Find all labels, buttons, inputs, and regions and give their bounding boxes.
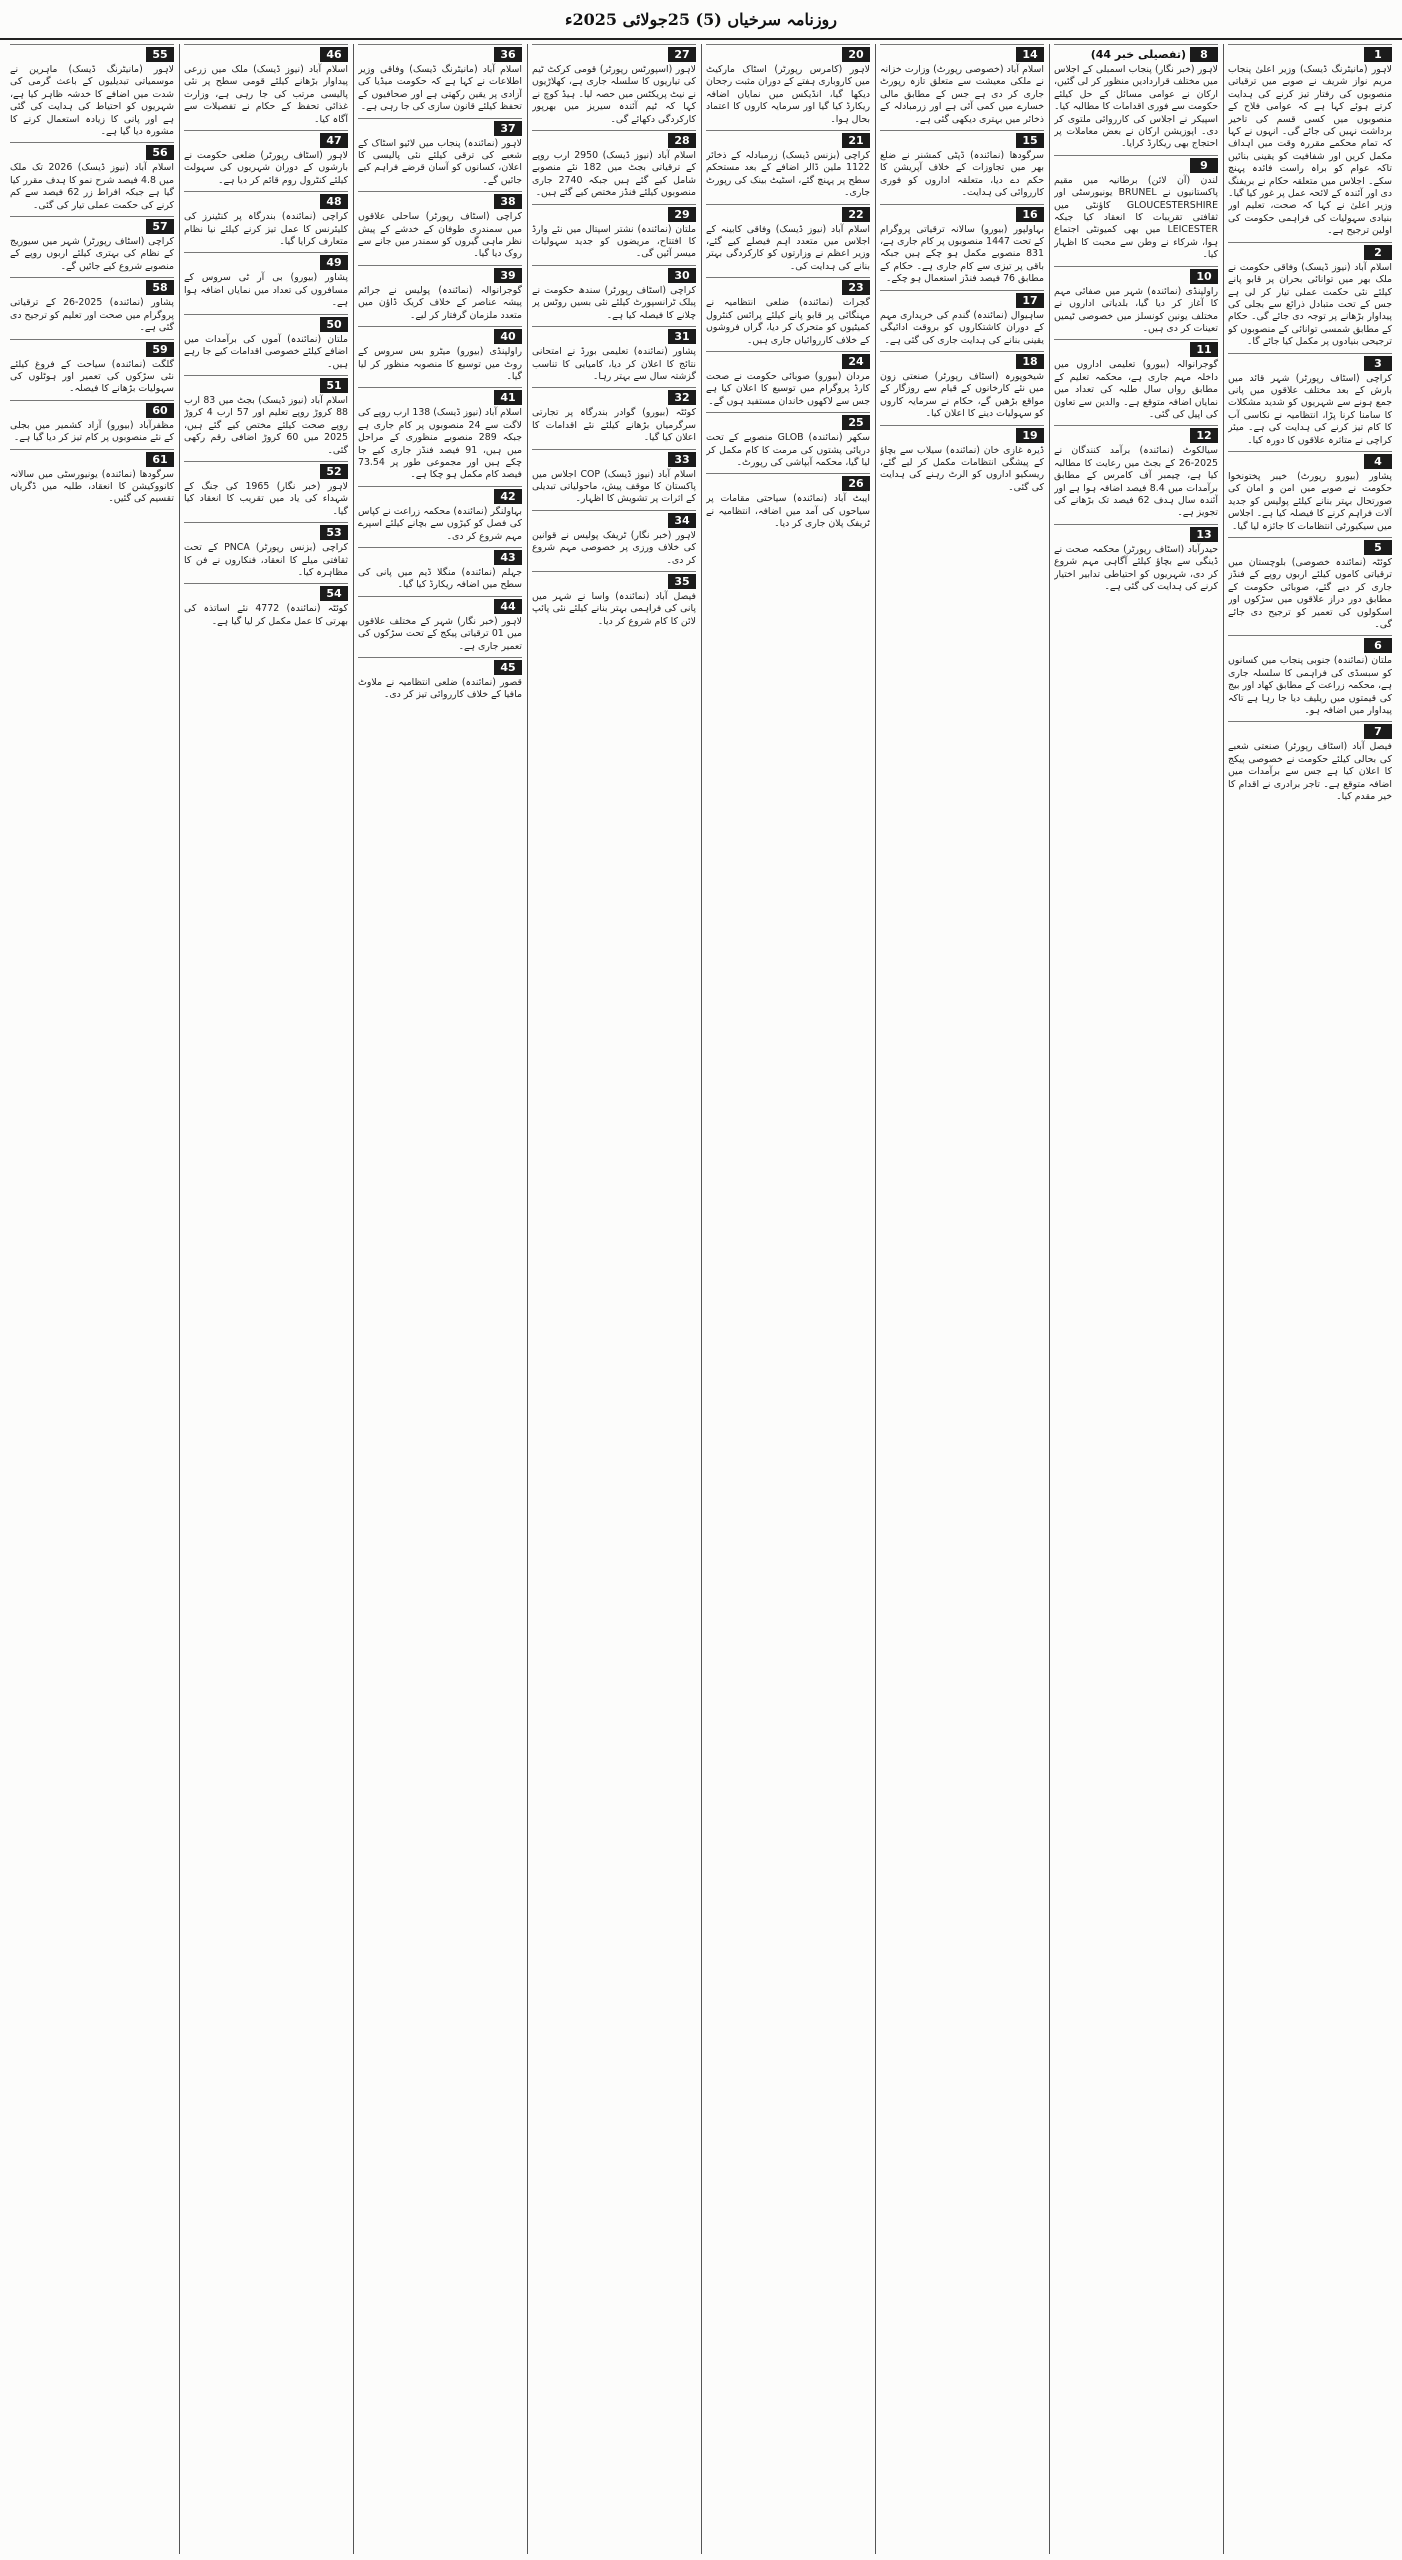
news-item-header (10, 216, 174, 234)
news-item (532, 204, 696, 261)
news-body: اسلام آباد (نیوز ڈیسک) COP اجلاس میں پاکستان کا موقف پیش، ماحولیاتی تبدیلی کے اثرات پر تشویش کا اظہار۔ (532, 468, 696, 505)
news-item (358, 118, 522, 188)
news-number-badge: 35 (668, 574, 696, 589)
news-item-header (532, 130, 696, 148)
news-item-header (358, 326, 522, 344)
news-body: سرگودھا (نمائندہ) ڈپٹی کمشنر نے ضلع بھر میں تجاوزات کے خلاف آپریشن کا حکم دے دیا، متعلقہ اداروں کو فوری کارروائی کی ہدایت۔ (880, 150, 1044, 199)
news-item-header (706, 204, 870, 222)
news-item (532, 387, 696, 444)
news-number-badge: 7 (1364, 724, 1392, 739)
news-item (1228, 451, 1392, 533)
column-divider (1049, 44, 1050, 2554)
news-item-header (706, 351, 870, 369)
news-item (184, 375, 348, 457)
news-item (358, 547, 522, 592)
news-item (1054, 44, 1218, 151)
news-item-header (1228, 242, 1392, 260)
news-item (1054, 266, 1218, 336)
news-body: بہاولپور (بیورو) سالانہ ترقیاتی پروگرام کے تحت 1447 منصوبوں پر کام جاری ہے، 831 منصوبے مکمل ہو چکے ہیں جبکہ باقی پر تیزی سے کام جاری ہے۔ حکام کے مطابق 76 فیصد فنڈز استعمال ہو چکے۔ (880, 223, 1044, 285)
news-body: پشاور (نمائندہ) تعلیمی بورڈ نے امتحانی نتائج کا اعلان کر دیا، کامیابی کا تناسب گزشتہ سال سے بہتر رہا۔ (532, 346, 696, 382)
news-headline: (تفصیلی خبر 44) (1090, 48, 1186, 61)
news-number-badge: 52 (320, 464, 348, 479)
news-number-badge: 58 (146, 280, 174, 295)
news-body: اسلام آباد (نیوز ڈیسک) وفاقی حکومت نے ملک بھر میں توانائی بحران پر قابو پانے کیلئے نئی حکمت عملی تیار کر لی ہے جس کے تحت متبادل ذرائع سے بجلی کی پیداوار بڑھانے پر توجہ دی جائے گی۔ حکام کے مطابق شمسی توانائی کے منصوبوں کو ترجیحی بنیادوں پر مکمل کیا جائے گا۔ (1228, 261, 1392, 348)
news-column (704, 44, 872, 2554)
news-number-badge: 26 (842, 476, 870, 491)
news-number-badge: 34 (668, 513, 696, 528)
news-body: لاہور (خبر نگار) شہر کے مختلف علاقوں میں 01 ترقیاتی پیکج کے تحت سڑکوں کی تعمیر جاری ہے۔ (358, 615, 522, 652)
news-body: کوئٹہ (نمائندہ) 4772 نئے اساتذہ کی بھرتی کا عمل مکمل کر لیا گیا ہے۔ (184, 603, 348, 627)
news-item (184, 191, 348, 248)
news-body: کراچی (نمائندہ) بندرگاہ پر کنٹینرز کی کلیئرنس کا عمل تیز کرنے کیلئے نیا نظام متعارف کرایا گیا۔ (184, 211, 348, 248)
news-body: کوئٹہ (نمائندہ خصوصی) بلوچستان میں ترقیاتی کاموں کیلئے اربوں روپے کے فنڈز جاری کر دیے گئے، صوبائی حکومت کے مطابق دور دراز علاقوں میں سڑکوں اور اسکولوں کی تعمیر کو ترجیح دی جائے گی۔ (1228, 557, 1392, 631)
news-item (532, 326, 696, 383)
news-item-header (880, 425, 1044, 443)
news-number-badge: 38 (494, 194, 522, 209)
news-item (1228, 721, 1392, 803)
news-item (184, 522, 348, 579)
news-item-header (184, 252, 348, 270)
news-item-header (1054, 524, 1218, 542)
news-number-badge: 22 (842, 207, 870, 222)
news-number-badge: 3 (1364, 356, 1392, 371)
news-item-header (10, 142, 174, 160)
news-body: پشاور (بیورو) بی آر ٹی سروس کے مسافروں کی تعداد میں نمایاں اضافہ ہوا ہے۔ (184, 272, 348, 309)
news-item-header (10, 277, 174, 295)
news-number-badge: 46 (320, 47, 348, 62)
news-item (184, 130, 348, 187)
news-item (1054, 425, 1218, 519)
news-item-header (706, 412, 870, 430)
news-item (880, 130, 1044, 200)
news-body: کراچی (اسٹاف رپورٹر) شہر قائد میں بارش کے بعد مختلف علاقوں میں پانی جمع ہونے سے شہریوں کو شدید مشکلات کا سامنا کرنا پڑا، انتظامیہ نے نکاسی آب کا کام تیز کرنے کی ہدایت کی ہے۔ میئر کراچی نے متاثرہ علاقوں کا دورہ کیا۔ (1228, 372, 1392, 446)
news-column (356, 44, 524, 2554)
news-body: ڈیرہ غازی خان (نمائندہ) سیلاب سے بچاؤ کے پیشگی انتظامات مکمل کر لیے گئے، ریسکیو اداروں کو الرٹ رہنے کی ہدایت کی گئی۔ (880, 444, 1044, 493)
news-item-header (706, 130, 870, 148)
news-number-badge: 60 (146, 403, 174, 418)
news-item (358, 657, 522, 702)
news-column (530, 44, 698, 2554)
news-body: لاہور (نمائندہ) پنجاب میں لائیو اسٹاک کے شعبے کی ترقی کیلئے نئی پالیسی کا اعلان، کسانوں کو آسان قرضے فراہم کیے جائیں گے۔ (358, 137, 522, 186)
news-item-header (184, 583, 348, 601)
news-body: کراچی (اسٹاف رپورٹر) سندھ حکومت نے پبلک ٹرانسپورٹ کیلئے نئی بسیں روٹس پر چلانے کا فیصلہ کیا ہے۔ (532, 284, 696, 321)
news-item (880, 290, 1044, 347)
news-number-badge: 36 (494, 47, 522, 62)
news-item-header (532, 510, 696, 528)
news-body: بہاولنگر (نمائندہ) محکمہ زراعت نے کپاس کی فصل کو کیڑوں سے بچانے کیلئے اسپرے مہم شروع کر دی۔ (358, 505, 522, 542)
news-number-badge: 53 (320, 525, 348, 540)
news-body: کراچی (بزنس ڈیسک) زرمبادلہ کے ذخائر 1122 ملین ڈالر اضافے کے بعد مستحکم سطح پر پہنچ گئے، اسٹیٹ بینک کی رپورٹ جاری۔ (706, 150, 870, 199)
news-number-badge: 19 (1016, 428, 1044, 443)
news-item (532, 130, 696, 200)
column-divider (179, 44, 180, 2554)
news-item (706, 351, 870, 408)
news-body: فیصل آباد (نمائندہ) واسا نے شہر میں پانی کی فراہمی بہتر بنانے کیلئے نئی پائپ لائن کا کام شروع کر دیا۔ (532, 590, 696, 627)
news-item (10, 216, 174, 273)
news-item (532, 510, 696, 567)
news-number-badge: 49 (320, 255, 348, 270)
news-number-badge: 37 (494, 121, 522, 136)
news-body: فیصل آباد (اسٹاف رپورٹر) صنعتی شعبے کی بحالی کیلئے حکومت نے خصوصی پیکج کا اعلان کیا ہے جس سے برآمدات میں اضافہ متوقع ہے۔ تاجر برادری نے اقدام کا خیر مقدم کیا۔ (1228, 741, 1392, 803)
news-body: اسلام آباد (نیوز ڈیسک) ملک میں زرعی پیداوار بڑھانے کیلئے قومی سطح پر نئی پالیسی مرتب کی جا رہی ہے، وزارت غذائی تحفظ کے حکام نے تفصیلات سے آگاہ کیا۔ (184, 64, 348, 125)
news-item-header (358, 265, 522, 283)
news-body: اسلام آباد (نیوز ڈیسک) 2950 ارب روپے کے ترقیاتی بجٹ میں 182 نئے منصوبے شامل کیے گئے ہیں جبکہ 2740 جاری منصوبوں کیلئے فنڈز مختص کیے گئے ہیں۔ (532, 150, 696, 199)
news-number-badge: 41 (494, 390, 522, 405)
news-item (184, 461, 348, 518)
news-item-header (1054, 266, 1218, 284)
news-number-badge: 4 (1364, 454, 1392, 469)
news-item-header (1054, 155, 1218, 173)
news-number-badge: 59 (146, 342, 174, 357)
news-number-badge: 32 (668, 390, 696, 405)
news-item-header (10, 400, 174, 418)
news-body: پشاور (بیورو رپورٹ) خیبر پختونخوا حکومت نے صوبے میں امن و امان کی صورتحال بہتر بنانے کیلئے پولیس کو جدید آلات فراہم کرنے کا فیصلہ کیا ہے۔ اجلاس میں سیکیورٹی انتظامات کا جائزہ لیا گیا۔ (1228, 470, 1392, 532)
news-number-badge: 6 (1364, 638, 1392, 653)
news-number-badge: 9 (1190, 158, 1218, 173)
news-body: سرگودھا (نمائندہ) یونیورسٹی میں سالانہ کانووکیشن کا انعقاد، طلبہ میں ڈگریاں تقسیم کی گئیں۔ (10, 468, 174, 505)
news-number-badge: 61 (146, 452, 174, 467)
news-item (358, 486, 522, 543)
news-item-header (706, 44, 870, 62)
news-number-badge: 14 (1016, 47, 1044, 62)
news-item-header (184, 130, 348, 148)
news-number-badge: 45 (494, 660, 522, 675)
news-item (10, 277, 174, 334)
news-number-badge: 5 (1364, 540, 1392, 555)
news-body: مردان (بیورو) صوبائی حکومت نے صحت کارڈ پروگرام میں توسیع کا اعلان کیا ہے جس سے لاکھوں خاندان مستفید ہوں گے۔ (706, 370, 870, 407)
column-divider (1223, 44, 1224, 2554)
news-column (1226, 44, 1394, 2554)
news-item (706, 412, 870, 469)
news-item-header (1228, 44, 1392, 62)
news-item (10, 339, 174, 396)
news-body: ملتان (نمائندہ) جنوبی پنجاب میں کسانوں کو سبسڈی کی فراہمی کا سلسلہ جاری ہے، محکمہ زراعت کے مطابق کھاد اور بیج کی قیمتوں میں ریلیف دیا جا رہا ہے تاکہ پیداوار میں اضافہ ہو۔ (1228, 655, 1392, 717)
news-number-badge: 8 (1190, 47, 1218, 62)
news-item (532, 44, 696, 126)
news-item-header (358, 44, 522, 62)
news-item-header (184, 44, 348, 62)
news-item (880, 351, 1044, 421)
news-number-badge: 11 (1190, 342, 1218, 357)
news-body: ایبٹ آباد (نمائندہ) سیاحتی مقامات پر سیاحوں کی آمد میں اضافہ، انتظامیہ نے ٹریفک پلان جاری کر دیا۔ (706, 493, 870, 530)
column-divider (353, 44, 354, 2554)
news-column (878, 44, 1046, 2554)
news-item-header (1054, 425, 1218, 443)
news-item-header (1228, 635, 1392, 653)
news-body: گجرات (نمائندہ) ضلعی انتظامیہ نے مہنگائی پر قابو پانے کیلئے پرائس کنٹرول کمیٹیوں کو متحرک کر دیا، گراں فروشوں کے خلاف کارروائیاں جاری ہیں۔ (706, 297, 870, 346)
news-item-header (1228, 451, 1392, 469)
news-number-badge: 28 (668, 133, 696, 148)
news-body: کراچی (بزنس رپورٹر) PNCA کے تحت ثقافتی میلے کا انعقاد، فنکاروں نے فن کا مظاہرہ کیا۔ (184, 542, 348, 578)
news-item (706, 130, 870, 200)
news-body: گوجرانوالہ (بیورو) تعلیمی اداروں میں داخلہ مہم جاری ہے، محکمہ تعلیم کے مطابق رواں سال طلبہ کی تعداد میں نمایاں اضافہ متوقع ہے۔ والدین سے تعاون کی اپیل کی گئی۔ (1054, 359, 1218, 420)
news-item (358, 265, 522, 322)
news-item-header (880, 44, 1044, 62)
news-item (358, 596, 522, 653)
news-body: اسلام آباد (نیوز ڈیسک) 138 ارب روپے کی لاگت سے 24 منصوبوں پر کام جاری ہے جبکہ 289 منصوبے منظوری کے مراحل میں ہیں، 91 فیصد فنڈز جاری کیے جا چکے ہیں اور مجموعی طور پر 73.54 فیصد کام مکمل ہو چکا ہے۔ (358, 407, 522, 481)
news-item-header (1228, 721, 1392, 739)
news-item-header (184, 522, 348, 540)
news-body: راولپنڈی (بیورو) میٹرو بس سروس کے روٹ میں توسیع کا منصوبہ منظور کر لیا گیا۔ (358, 346, 522, 382)
masthead (0, 0, 1402, 38)
news-item (10, 449, 174, 506)
news-number-badge: 27 (668, 47, 696, 62)
news-item-header (358, 486, 522, 504)
column-divider (701, 44, 702, 2554)
news-item (1228, 44, 1392, 238)
news-item-header (532, 449, 696, 467)
news-item-header (184, 375, 348, 393)
news-body: قصور (نمائندہ) ضلعی انتظامیہ نے ملاوٹ مافیا کے خلاف کارروائی تیز کر دی۔ (358, 677, 522, 701)
news-number-badge: 44 (494, 599, 522, 614)
news-number-badge: 15 (1016, 133, 1044, 148)
news-body: لاہور (اسپورٹس رپورٹر) قومی کرکٹ ٹیم کی تیاریوں کا سلسلہ جاری ہے، کھلاڑیوں نے نیٹ پریکٹس میں حصہ لیا۔ ہیڈ کوچ نے کہا کہ ٹیم آئندہ سیریز میں بھرپور کارکردگی دکھائے گی۔ (532, 64, 696, 125)
news-body: ساہیوال (نمائندہ) گندم کی خریداری مہم کے دوران کاشتکاروں کو بروقت ادائیگی یقینی بنانے کی ہدایت جاری کی گئی ہے۔ (880, 309, 1044, 346)
news-number-badge: 24 (842, 354, 870, 369)
news-number-badge: 39 (494, 268, 522, 283)
news-item (706, 473, 870, 530)
news-column (8, 44, 176, 2554)
news-item (358, 326, 522, 383)
news-item (1228, 635, 1392, 717)
news-item (184, 314, 348, 371)
news-item (358, 387, 522, 481)
news-number-badge: 25 (842, 415, 870, 430)
news-item-header (358, 596, 522, 614)
news-body: اسلام آباد (نیوز ڈیسک) وفاقی کابینہ کے اجلاس میں متعدد اہم فیصلے کیے گئے، وزیر اعظم نے وزارتوں کو کارکردگی بہتر بنانے کی ہدایت کی۔ (706, 223, 870, 272)
news-body: کوئٹہ (بیورو) گوادر بندرگاہ پر تجارتی سرگرمیاں بڑھانے کیلئے نئے اقدامات کا اعلان کیا گیا۔ (532, 407, 696, 444)
news-item-header (10, 449, 174, 467)
news-item-header (184, 314, 348, 332)
news-item-header (10, 339, 174, 357)
news-item-header (532, 44, 696, 62)
news-item-header (706, 277, 870, 295)
news-item-header (706, 473, 870, 491)
news-item (184, 252, 348, 309)
news-body: ملتان (نمائندہ) آموں کی برآمدات میں اضافے کیلئے خصوصی اقدامات کیے جا رہے ہیں۔ (184, 333, 348, 370)
news-number-badge: 17 (1016, 293, 1044, 308)
news-number-badge: 12 (1190, 428, 1218, 443)
news-item (532, 449, 696, 506)
news-number-badge: 33 (668, 452, 696, 467)
news-body: اسلام آباد (مانیٹرنگ ڈیسک) وفاقی وزیر اطلاعات نے کہا ہے کہ حکومت میڈیا کی آزادی پر یقین رکھتی ہے اور صحافیوں کے تحفظ کیلئے قانون سازی کی جا رہی ہے۔ (358, 64, 522, 113)
news-item-header (532, 326, 696, 344)
news-column (182, 44, 350, 2554)
news-number-badge: 23 (842, 280, 870, 295)
news-body: لاہور (اسٹاف رپورٹر) ضلعی حکومت نے بارشوں کے دوران شہریوں کی سہولت کیلئے کنٹرول روم قائم کر دیا ہے۔ (184, 150, 348, 186)
news-number-badge: 20 (842, 47, 870, 62)
news-body: سیالکوٹ (نمائندہ) برآمد کنندگان نے 2025-26 کے بجٹ میں رعایت کا مطالبہ کیا ہے، چیمبر آف کامرس کے مطابق برآمدات میں 8.4 فیصد اضافہ ہوا ہے اور آئندہ سال ہدف 62 فیصد تک بڑھانے کی تجویز ہے۔ (1054, 445, 1218, 519)
news-item-header (358, 191, 522, 209)
news-body: لاہور (خبر نگار) پنجاب اسمبلی کے اجلاس میں مختلف قراردادیں منظور کر لی گئیں، ارکان نے عوامی مسائل کے حل کیلئے حکومت سے فوری اقدامات کا مطالبہ کیا۔ اسپیکر نے اجلاس کی کارروائی ملتوی کر دی۔ اپوزیشن ارکان نے بعض معاملات پر احتجاج بھی ریکارڈ کرایا۔ (1054, 64, 1218, 150)
news-item (10, 400, 174, 445)
news-body: کراچی (اسٹاف رپورٹر) شہر میں سیوریج کے نظام کی بہتری کیلئے اربوں روپے کے منصوبے شروع کیے جائیں گے۔ (10, 236, 174, 272)
news-item (1054, 524, 1218, 594)
news-body: لاہور (مانیٹرنگ ڈیسک) وزیر اعلیٰ پنجاب مریم نواز شریف نے صوبے میں ترقیاتی منصوبوں کی رفتار تیز کرنے کی ہدایت کرتے ہوئے کہا ہے کہ عوامی فلاح کے منصوبوں میں کسی قسم کی تاخیر برداشت نہیں کی جائے گی۔ انہوں نے کہا کہ تمام محکمے مقررہ وقت میں اہداف مکمل کریں اور شفافیت کو یقینی بنائیں تاکہ عوام کو براہ راست فائدہ پہنچ سکے۔ اجلاس میں متعلقہ حکام نے بریفنگ دی اور آئندہ کے لائحہ عمل پر غور کیا گیا۔ وزیر اعلیٰ نے کہا کہ صحت، تعلیم اور بنیادی سہولیات کی فراہمی حکومت کی اولین ترجیح ہے۔ (1228, 64, 1392, 237)
news-number-badge: 43 (494, 550, 522, 565)
news-body: لاہور (کامرس رپورٹر) اسٹاک مارکیٹ میں کاروباری ہفتے کے دوران مثبت رجحان دیکھا گیا، انڈیکس میں نمایاں اضافہ ریکارڈ کیا گیا اور سرمایہ کاروں کا اعتماد بحال ہوا۔ (706, 64, 870, 125)
news-item-header (1054, 44, 1218, 62)
news-item (880, 425, 1044, 495)
news-body: راولپنڈی (نمائندہ) شہر میں صفائی مہم کا آغاز کر دیا گیا، بلدیاتی اداروں نے مختلف یونین کونسلز میں خصوصی ٹیمیں تعینات کر دی ہیں۔ (1054, 285, 1218, 334)
news-item-header (532, 204, 696, 222)
news-item (706, 44, 870, 126)
news-item (1054, 155, 1218, 262)
news-body: لاہور (مانیٹرنگ ڈیسک) ماہرین نے موسمیاتی تبدیلیوں کے باعث گرمی کی شدت میں اضافے کا خدشہ ظاہر کیا ہے، شہریوں کو احتیاط کی ہدایت کی گئی ہے اور پانی کا زیادہ استعمال کرنے کا مشورہ دیا گیا ہے۔ (10, 64, 174, 138)
news-number-badge: 56 (146, 145, 174, 160)
news-item-header (532, 571, 696, 589)
news-item-header (358, 118, 522, 136)
news-body: جہلم (نمائندہ) منگلا ڈیم میں پانی کی سطح میں اضافہ ریکارڈ کیا گیا۔ (358, 566, 522, 591)
news-number-badge: 51 (320, 378, 348, 393)
news-item (880, 44, 1044, 126)
news-item-header (358, 547, 522, 565)
news-item (10, 142, 174, 212)
news-column (1052, 44, 1220, 2554)
news-number-badge: 47 (320, 133, 348, 148)
news-number-badge: 48 (320, 194, 348, 209)
news-item-header (1228, 537, 1392, 555)
news-item-header (532, 265, 696, 283)
news-item (1228, 537, 1392, 631)
news-number-badge: 50 (320, 317, 348, 332)
news-body: اسلام آباد (خصوصی رپورٹ) وزارت خزانہ نے ملکی معیشت سے متعلق تازہ رپورٹ جاری کر دی ہے جس کے مطابق مالی خسارے میں کمی آئی ہے اور زرمبادلہ کے ذخائر میں بہتری دیکھی گئی ہے۔ (880, 64, 1044, 125)
news-item-header (358, 657, 522, 675)
news-item-header (184, 191, 348, 209)
column-divider (875, 44, 876, 2554)
news-body: مظفرآباد (بیورو) آزاد کشمیر میں بجلی کے نئے منصوبوں پر کام تیز کر دیا گیا ہے۔ (10, 419, 174, 444)
news-number-badge: 1 (1364, 47, 1392, 62)
news-body: شیخوپورہ (اسٹاف رپورٹر) صنعتی زون میں نئے کارخانوں کے قیام سے روزگار کے مواقع بڑھیں گے، حکام نے سرمایہ کاروں کو سہولیات دینے کا اعلان کیا۔ (880, 370, 1044, 420)
news-item-header (1228, 353, 1392, 371)
news-number-badge: 54 (320, 586, 348, 601)
news-number-badge: 18 (1016, 354, 1044, 369)
news-item-header (880, 130, 1044, 148)
news-body: سکھر (نمائندہ) GLOB منصوبے کے تحت دریائی پشتوں کی مرمت کا کام مکمل کر لیا گیا، محکمہ آبپاشی کی رپورٹ۔ (706, 432, 870, 468)
news-grid (8, 44, 1394, 2554)
news-item-header (184, 461, 348, 479)
news-number-badge: 42 (494, 489, 522, 504)
news-item-header (1054, 339, 1218, 357)
news-item (184, 44, 348, 126)
news-body: اسلام آباد (نیوز ڈیسک) 2026 تک ملک میں 4.8 فیصد شرح نمو کا ہدف مقرر کیا گیا ہے جبکہ افراط زر 62 فیصد سے کم کرنے کی حکمت عملی تیار کی گئی۔ (10, 162, 174, 211)
news-body: گوجرانوالہ (نمائندہ) پولیس نے جرائم پیشہ عناصر کے خلاف کریک ڈاؤن میں متعدد ملزمان گرفتار کر لیے۔ (358, 284, 522, 321)
news-body: لاہور (خبر نگار) ٹریفک پولیس نے قوانین کی خلاف ورزی پر خصوصی مہم شروع کر دی۔ (532, 529, 696, 566)
column-divider (527, 44, 528, 2554)
news-item (358, 44, 522, 114)
news-body: ملتان (نمائندہ) نشتر اسپتال میں نئے وارڈ کا افتتاح، مریضوں کو جدید سہولیات میسر آئیں گی۔ (532, 223, 696, 260)
news-number-badge: 40 (494, 329, 522, 344)
news-item (1054, 339, 1218, 421)
news-number-badge: 2 (1364, 245, 1392, 260)
news-item (358, 191, 522, 261)
news-item-header (10, 44, 174, 62)
news-number-badge: 13 (1190, 527, 1218, 542)
news-number-badge: 57 (146, 219, 174, 234)
news-body: لندن (آن لائن) برطانیہ میں مقیم پاکستانیوں نے BRUNEL یونیورسٹی اور GLOUCESTERSHIRE کاؤنٹی میں ثقافتی تقریبات کا انعقاد کیا جبکہ LEICESTER میں بھی کمیونٹی اجتماع ہوا، شرکاء نے وطن سے محبت کا اظہار کیا۔ (1054, 174, 1218, 261)
news-item (706, 277, 870, 347)
news-number-badge: 30 (668, 268, 696, 283)
news-body: گلگت (نمائندہ) سیاحت کے فروغ کیلئے نئی سڑکوں کی تعمیر اور ہوٹلوں کی سہولیات بڑھانے کا فیصلہ۔ (10, 358, 174, 395)
news-number-badge: 16 (1016, 207, 1044, 222)
news-number-badge: 55 (146, 47, 174, 62)
news-item (1228, 242, 1392, 349)
news-item (706, 204, 870, 274)
news-item-header (532, 387, 696, 405)
news-item-header (880, 204, 1044, 222)
news-body: حیدرآباد (اسٹاف رپورٹر) محکمہ صحت نے ڈینگی سے بچاؤ کیلئے آگاہی مہم شروع کر دی، شہریوں کو احتیاطی تدابیر اختیار کرنے کی ہدایت کی گئی ہے۔ (1054, 543, 1218, 592)
news-body: پشاور (نمائندہ) 2025-26 کے ترقیاتی پروگرام میں صحت اور تعلیم کو ترجیح دی گئی ہے۔ (10, 297, 174, 334)
news-body: لاہور (خبر نگار) 1965 کی جنگ کے شہداء کی یاد میں تقریب کا انعقاد کیا گیا۔ (184, 480, 348, 517)
masthead-rule (0, 38, 1402, 40)
news-item (532, 571, 696, 628)
dateline: روزنامہ سرخیاں (5) 25جولائی 2025ء (565, 9, 837, 29)
news-number-badge: 21 (842, 133, 870, 148)
news-number-badge: 31 (668, 329, 696, 344)
news-number-badge: 10 (1190, 269, 1218, 284)
news-item-header (358, 387, 522, 405)
news-item-header (880, 290, 1044, 308)
news-item (880, 204, 1044, 286)
news-body: اسلام آباد (نیوز ڈیسک) بجٹ میں 83 ارب 88 کروڑ روپے تعلیم اور 57 ارب 4 کروڑ روپے صحت کیلئے مختص کیے گئے ہیں، 2025 میں 60 کروڑ اضافی رقم رکھی گئی۔ (184, 394, 348, 456)
news-item (10, 44, 174, 138)
news-item (1228, 353, 1392, 447)
news-item-header (880, 351, 1044, 369)
news-item (532, 265, 696, 322)
news-body: کراچی (اسٹاف رپورٹر) ساحلی علاقوں میں سمندری طوفان کے خدشے کے پیش نظر ماہی گیروں کو سمندر میں جانے سے روک دیا گیا۔ (358, 211, 522, 260)
news-item (184, 583, 348, 628)
news-number-badge: 29 (668, 207, 696, 222)
